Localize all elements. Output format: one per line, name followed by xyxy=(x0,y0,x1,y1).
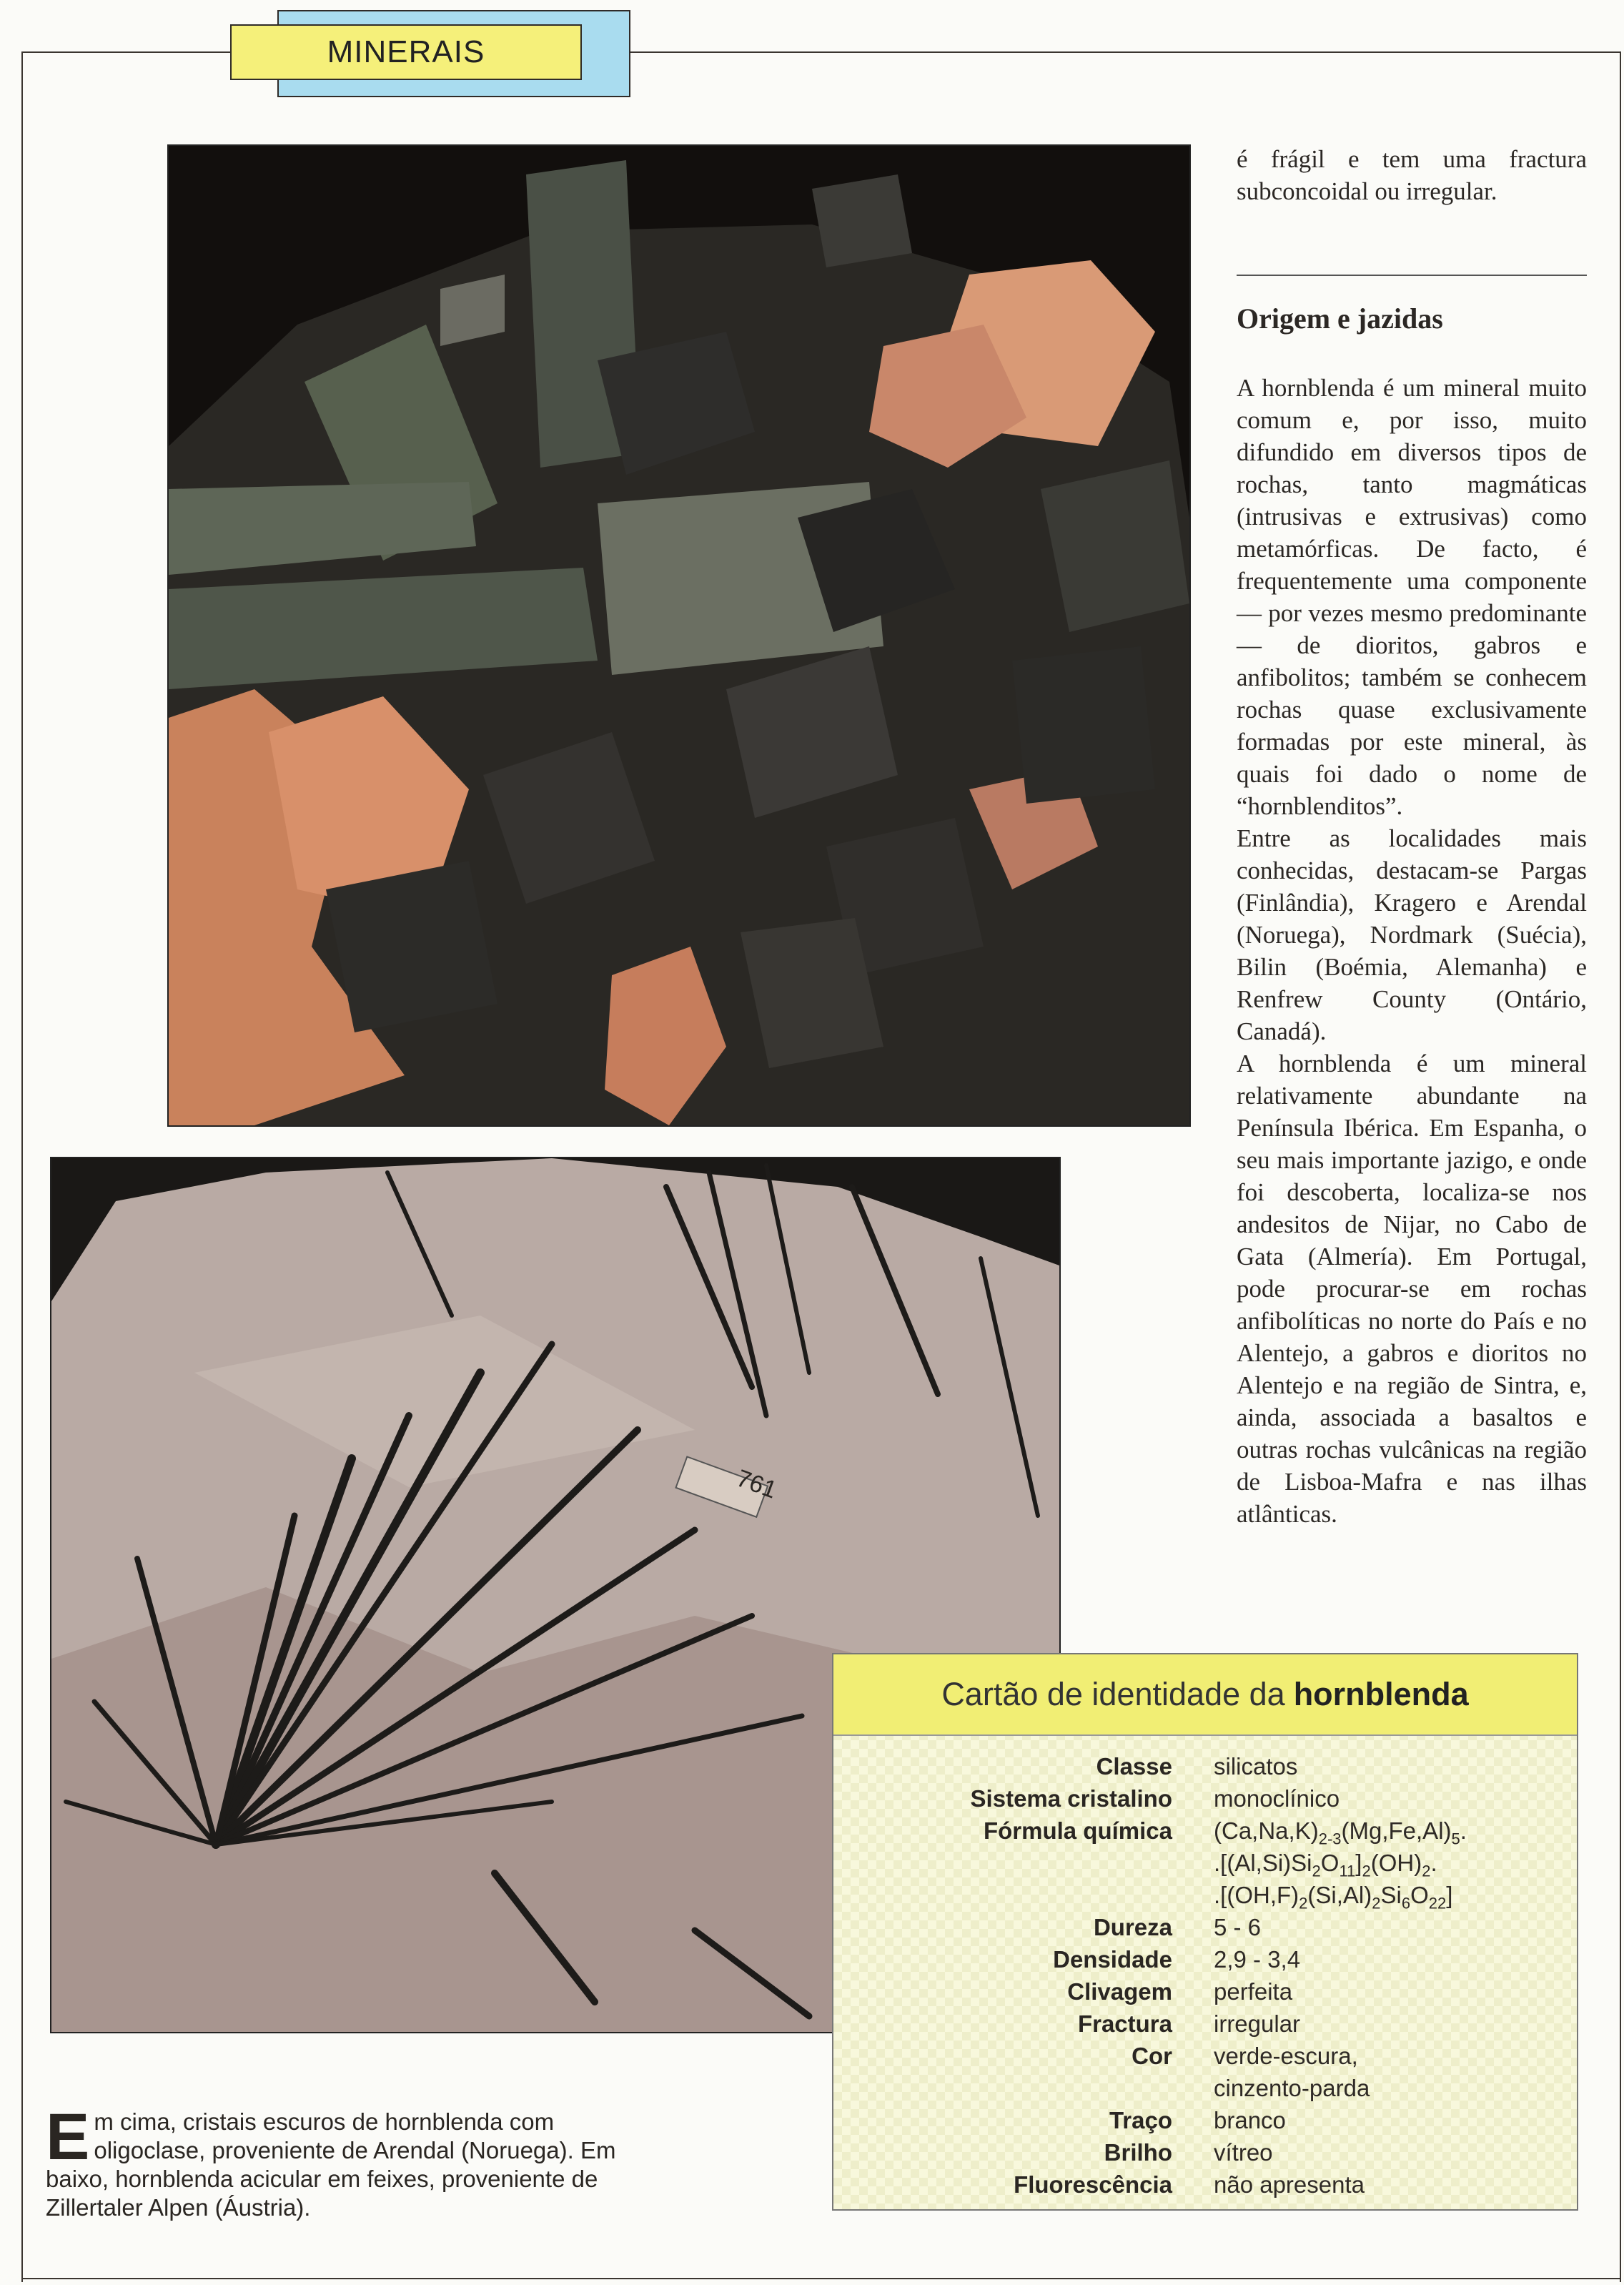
card-row-fluorescence xyxy=(833,2168,1577,2201)
row-label: Fractura xyxy=(1077,2010,1172,2037)
paragraph-iberia: A hornblenda é um mineral relativamente abundante na Península Ibérica. Em Espanha, o seu mais importante jazigo, e onde foi descoberta, localiza-se nos andesitos de Nijar, no Cabo de Gata (Almería). Em Portugal, pode procurar-se em rochas anfibolíticas no norte do País e no Alentejo, a gabros e dioritos no Alentejo e na região de Sintra, e, ainda, associada a basaltos e outras rochas vulcânicas na região de Lisboa-Mafra e nas ilhas atlânticas. xyxy=(1237,1050,1587,1528)
card-row-cleavage xyxy=(833,1975,1577,2008)
row-label: Fórmula química xyxy=(983,1817,1172,1844)
row-value: silicatos xyxy=(1214,1753,1298,1780)
row-value: 2,9 - 3,4 xyxy=(1214,1946,1301,1973)
photo-caption xyxy=(46,2101,632,2222)
identity-card-header xyxy=(833,1654,1577,1736)
card-row-formula xyxy=(833,1815,1577,1911)
photo-hornblende-crystals xyxy=(167,144,1191,1127)
row-label: Brilho xyxy=(1104,2139,1172,2166)
paragraph-localities: Entre as localidades mais conhecidas, destacam-se Pargas (Finlândia), Kragero e Arendal (Noruega), Nordmark (Suécia), Bilin (Boémia, Alemanha) e Renfrew County (Ontário, Canadá). xyxy=(1237,824,1587,1045)
section-tag-label: MINERAIS xyxy=(327,34,485,69)
row-value: monoclínico xyxy=(1214,1785,1340,1812)
card-title-prefix: Cartão de identidade da xyxy=(941,1676,1285,1712)
row-label: Dureza xyxy=(1093,1914,1172,1940)
page-frame-bottom xyxy=(21,2278,1621,2279)
identity-card-body xyxy=(833,1736,1577,2201)
card-row-crystal-system xyxy=(833,1782,1577,1815)
caption-text: m cima, cristais escuros de hornblenda com oligoclase, proveniente de Arendal (Noruega). Em baixo, hornblenda acicular em feixes, proveniente de Zillertaler Alpen (Áustria). xyxy=(46,2108,616,2221)
row-value: branco xyxy=(1214,2107,1286,2133)
card-row-luster xyxy=(833,2136,1577,2168)
paragraph-origin: A hornblenda é um mineral muito comum e, por isso, muito difundido em diversos tipos de rochas, tanto magmáticas (intrusivas e extrusivas) como metamórficas. De facto, é frequentemente uma componente — por vezes mesmo predominante — de dioritos, gabros e anfibolitos; também se conhecem rochas quase exclusivamente formadas por este mineral, às quais foi dado o nome de “hornblenditos”. xyxy=(1237,374,1587,820)
specimen-label: 761 xyxy=(733,1464,781,1504)
card-row-streak xyxy=(833,2104,1577,2136)
row-label: Densidade xyxy=(1053,1946,1172,1973)
row-label: Classe xyxy=(1096,1753,1172,1780)
identity-card xyxy=(832,1653,1578,2211)
row-value: não apresenta xyxy=(1214,2171,1365,2198)
card-title-mineral: hornblenda xyxy=(1293,1676,1469,1712)
row-label: Sistema cristalino xyxy=(970,1785,1172,1812)
body-text xyxy=(1237,372,1587,1530)
section-divider xyxy=(1237,275,1587,276)
row-value: verde-escura, cinzento-parda xyxy=(1214,2043,1370,2101)
card-row-density xyxy=(833,1943,1577,1975)
page-frame-left xyxy=(21,51,23,2282)
chemical-formula: $(Ca,Na,K)_{2-3}(Mg,Fe,Al)_5$. $.[(Al,Si)Si_2O_{11}]_2(OH)_2$. $.[(OH,F)_2(Si,Al)_2Si_6O_{22}]$ xyxy=(1214,1817,1467,1913)
row-label: Fluorescência xyxy=(1014,2171,1172,2198)
card-row-class xyxy=(833,1750,1577,1782)
row-value: irregular xyxy=(1214,2010,1301,2037)
row-value: 5 - 6 xyxy=(1214,1914,1262,1940)
row-value: vítreo xyxy=(1214,2139,1273,2166)
page-frame-right xyxy=(1620,51,1621,2282)
row-value: perfeita xyxy=(1214,1978,1293,2005)
intro-paragraph: é frágil e tem uma fractura subconcoidal ou irregular. xyxy=(1237,145,1587,205)
caption-dropcap: E xyxy=(46,2101,90,2173)
card-row-hardness xyxy=(833,1911,1577,1943)
row-label: Traço xyxy=(1109,2107,1172,2133)
section-heading: Origem e jazidas xyxy=(1237,302,1443,335)
row-label: Clivagem xyxy=(1067,1978,1172,2005)
row-label: Cor xyxy=(1132,2043,1172,2069)
card-row-color xyxy=(833,2040,1577,2104)
section-tag xyxy=(230,24,582,80)
card-row-fracture xyxy=(833,2008,1577,2040)
